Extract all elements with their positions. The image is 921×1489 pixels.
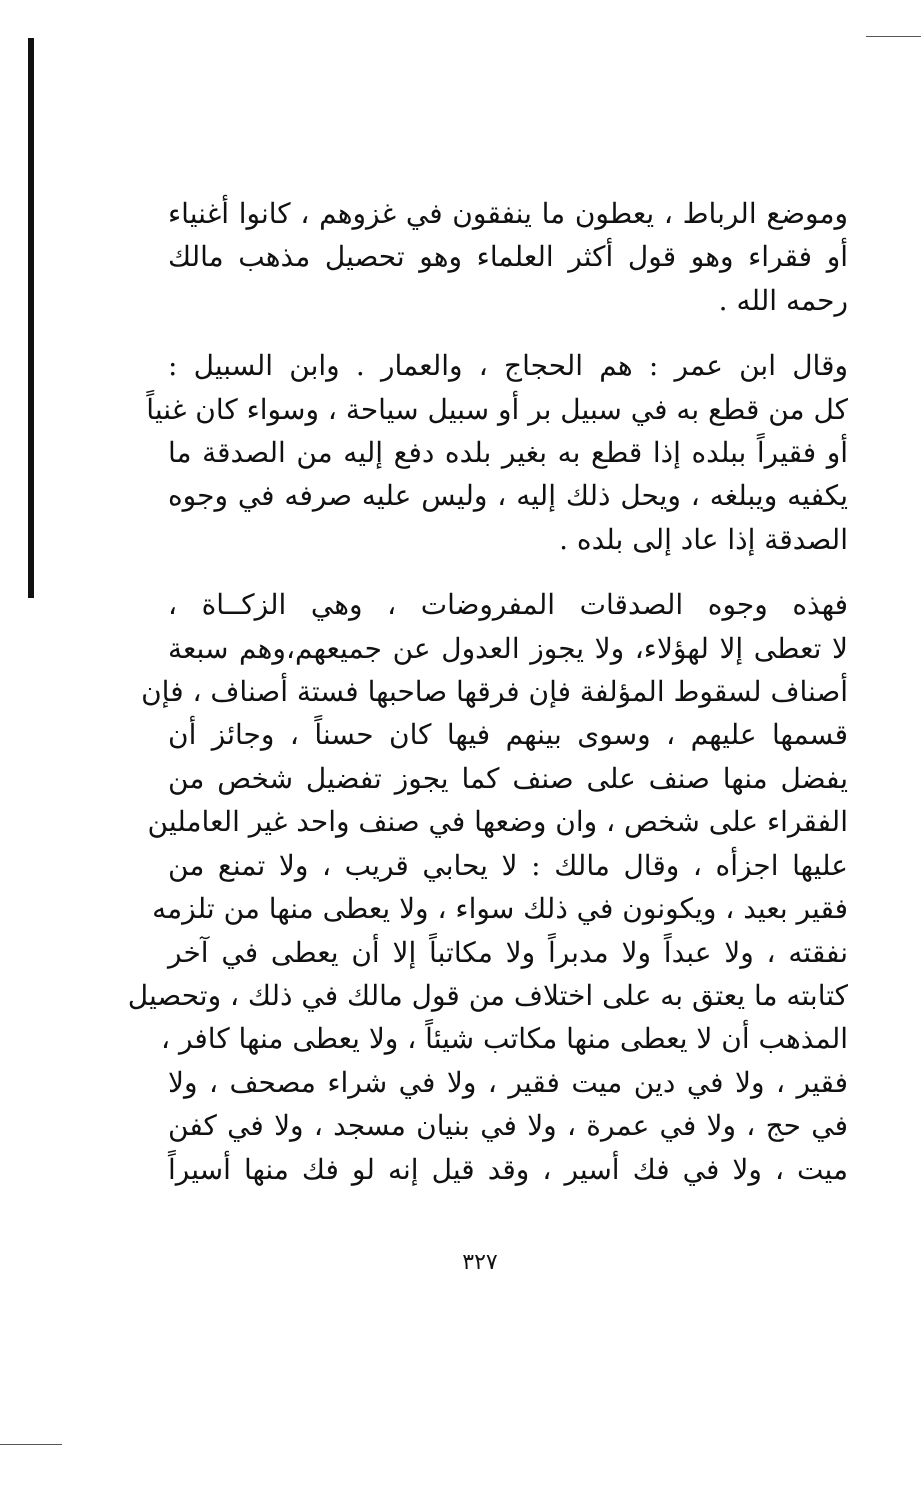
text-line: في حج ، ولا في عمرة ، ولا في بنيان مسجد ، ولا في كفن: [168, 1109, 848, 1143]
paragraph-2: [146, 344, 848, 561]
text-line: فقير بعيد ، ويكونون في ذلك سواء ، ولا يعطى منها من تلزمه: [152, 892, 848, 926]
text-line: أو فقراء وهو قول أكثر العلماء وهو تحصيل مذهب مالك: [168, 240, 848, 274]
scan-edge-bar: [28, 38, 34, 598]
paragraph-1: [168, 192, 848, 322]
text-line: عليها اجزأه ، وقال مالك : لا يحابي قريب ، ولا تمنع من: [168, 848, 848, 882]
text-line: يكفيه ويبلغه ، ويحل ذلك إليه ، وليس عليه صرفه في وجوه: [168, 479, 848, 513]
text-line: ميت ، ولا في فك أسير ، وقد قيل إنه لو فك منها أسيراً: [168, 1152, 849, 1186]
text-line: المذهب أن لا يعطى منها مكاتب شيئاً ، ولا يعطى منها كافر ،: [161, 1022, 848, 1056]
text-line: قسمها عليهم ، وسوى بينهم فيها كان حسناً ، وجائز أن: [168, 718, 848, 752]
paragraph-3: [127, 583, 849, 1191]
text-line: الصدقة إذا عاد إلى بلده .: [559, 522, 848, 556]
text-line: كتابته ما يعتق به على اختلاف من قول مالك في ذلك ، وتحصيل: [127, 978, 848, 1012]
bottom-rule: [0, 1444, 62, 1445]
text-line: وموضع الرباط ، يعطون ما ينفقون في غزوهم ، كانوا أغنياء: [168, 197, 848, 230]
text-line: وقال ابن عمر : هم الحجاج ، والعمار . وابن السبيل :: [168, 349, 848, 383]
text-line: يفضل منها صنف على صنف كما يجوز تفضيل شخص من: [168, 761, 849, 795]
top-rule: [866, 36, 921, 37]
text-line: أصناف لسقوط المؤلفة فإن فرقها صاحبها فستة أصناف ، فإن: [141, 675, 848, 709]
text-line: أو فقيراً ببلده إذا قطع به بغير بلده دفع إليه من الصدقة ما: [168, 436, 848, 470]
text-line: الفقراء على شخص ، وان وضعها في صنف واحد غير العاملين: [147, 805, 848, 839]
text-line: لا تعطى إلا لهؤلاء، ولا يجوز العدول عن جميعهم،وهم سبعة: [168, 631, 848, 665]
text-line: فهذه وجوه الصدقات المفروضات ، وهي الزكــاة ،: [168, 588, 848, 622]
text-line: رحمه الله .: [718, 283, 848, 317]
text-line: كل من قطع به في سبيل بر أو سبيل سياحة ، وسواء كان غنياً: [146, 392, 848, 426]
text-line: فقير ، ولا في دين ميت فقير ، ولا في شراء مصحف ، ولا: [168, 1065, 848, 1099]
text-line: نفقته ، ولا عبداً ولا مدبراً ولا مكاتباً إلا أن يعطى في آخر: [168, 935, 848, 969]
page-number: ٣٢٧: [462, 1250, 498, 1275]
page-body: [127, 192, 849, 1191]
